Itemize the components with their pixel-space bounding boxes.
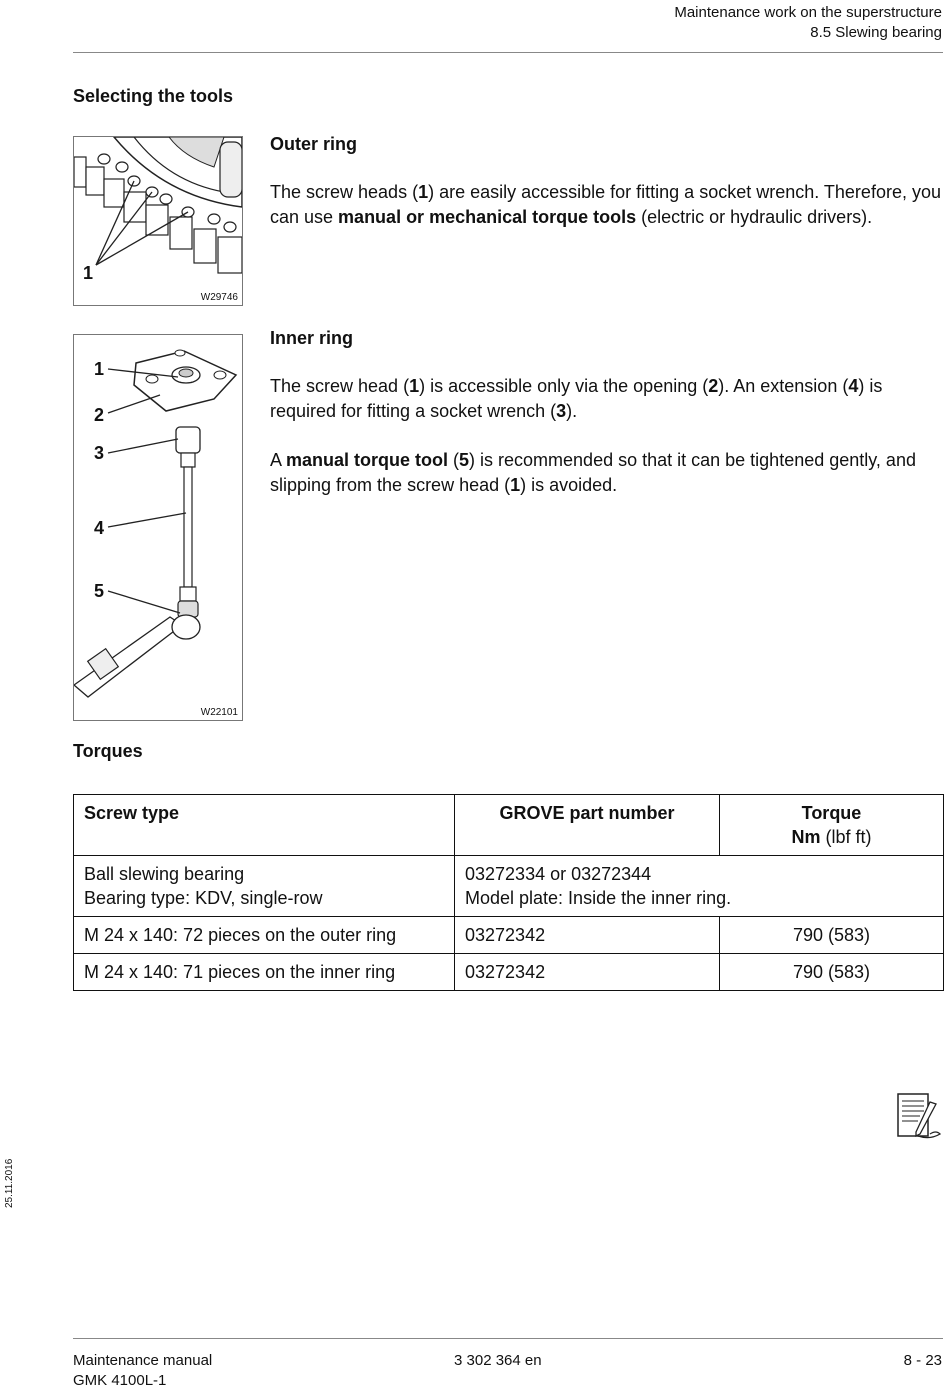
inner-fig-code: W22101 [200,707,238,718]
text: ) is required for fitting a socket wrench ( [270,376,883,421]
torque-header-line2 [730,825,933,849]
cell-part-number [455,856,944,917]
ref: 3 [556,400,567,421]
text: ). An extension ( [718,376,849,396]
th-screw-type: Screw type [74,795,455,856]
emphasis: manual torque tool [286,450,449,470]
outer-ring-title: Outer ring [270,134,358,154]
ref: 5 [459,450,470,470]
cell-line: Model plate: Inside the inner ring. [465,888,732,908]
inner-fig-label-3: 3 [94,443,105,463]
torque-header-line1: Torque [801,803,862,823]
header-chapter: Maintenance work on the superstructure [674,4,942,21]
text: ). [566,400,578,421]
cell-screw-type [74,856,455,917]
outer-ring-illustration [74,137,242,305]
outer-fig-label-1: 1 [83,263,94,283]
footer-left [73,1351,212,1391]
table-header-row [74,795,944,856]
ref-1: 1 [418,182,429,202]
table-row [74,954,944,991]
ref: 2 [708,376,719,396]
footer-manual-type: Maintenance manual [73,1352,213,1369]
text: The screw heads ( [270,182,419,202]
notes-icon [896,1092,942,1142]
outer-fig-code: W29746 [200,292,238,303]
th-part-number: GROVE part number [455,795,720,856]
outer-ring-paragraph [270,180,942,229]
figure-inner-ring [73,334,243,721]
section-title-tools: Selecting the tools [73,86,234,106]
inner-fig-label-1: 1 [94,359,105,379]
cell-line: 03272334 or 03272344 [465,864,652,884]
table-row [74,856,944,917]
footer-rule [73,1338,943,1339]
cell-torque: 790 (583) [720,954,944,991]
torque-unit: Nm [791,827,821,847]
figure-outer-ring [73,136,243,306]
header-rule [73,52,943,53]
inner-fig-label-4: 4 [94,518,105,538]
ref: 4 [848,376,859,396]
cell-screw-type: M 24 x 140: 71 pieces on the inner ring [74,954,455,991]
torque-unit-imperial: (lbf ft) [820,827,872,847]
inner-ring-title: Inner ring [270,328,354,348]
print-date: 25.11.2016 [4,1158,15,1208]
cell-line: Bearing type: KDV, single-row [84,888,323,908]
section-title-torques: Torques [73,741,143,761]
text: ) are easily accessible for fitting a socket wrench. Therefore, you can use [270,182,941,227]
emphasis: manual or mechanical torque tools [338,206,637,227]
ref: 1 [409,376,420,396]
footer-model: GMK 4100L-1 [73,1372,167,1389]
cell-torque: 790 (583) [720,917,944,954]
inner-ring-paragraph-2 [270,448,950,497]
table-row [74,917,944,954]
text: A [270,450,287,470]
inner-ring-paragraph-1 [270,374,942,423]
cell-part-number: 03272342 [455,917,720,954]
cell-screw-type: M 24 x 140: 72 pieces on the outer ring [74,917,455,954]
text: (electric or hydraulic drivers). [636,206,873,227]
text: The screw head ( [270,376,410,396]
inner-fig-label-5: 5 [94,581,105,601]
footer-doc-number: 3 302 364 en [454,1352,542,1369]
torque-table [73,794,944,991]
text: ( [448,450,460,470]
cell-line: Ball slewing bearing [84,864,245,884]
th-torque [720,795,944,856]
text: ) is accessible only via the opening ( [419,376,709,396]
inner-fig-label-2: 2 [94,405,105,425]
text: ) is recommended so that it can be tightened gently, and slipping from the screw head ( [270,450,916,495]
footer-page-number: 8 - 23 [903,1352,942,1369]
ref: 1 [510,474,521,495]
cell-part-number: 03272342 [455,954,720,991]
header-section: 8.5 Slewing bearing [810,24,942,41]
text: ) is avoided. [520,474,618,495]
page-header [674,3,942,43]
